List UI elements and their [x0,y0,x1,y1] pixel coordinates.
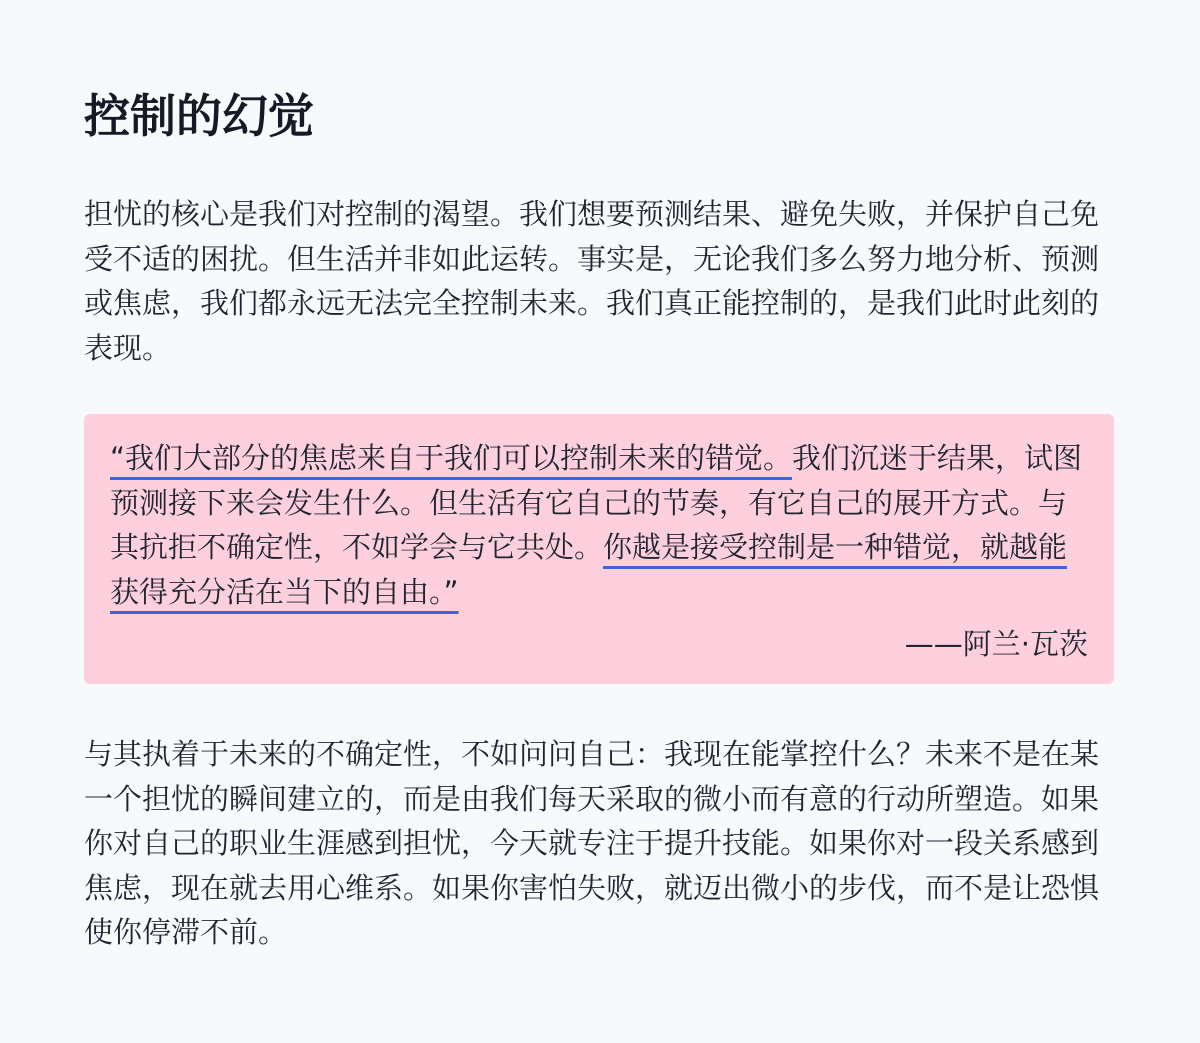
quote-text [110,436,1088,614]
article [84,0,1114,955]
quote-attribution: ——阿兰·瓦茨 [904,627,1088,661]
quote-body: 我们沉迷于结果，试图预测接下来会发生什么。但生活有它自己的节奏，有它自己的展开方式。与其抗拒不确定性，不如学会与它共处。 [110,441,1083,564]
page-title: 控制的幻觉 [84,89,314,143]
paragraph-conclusion: 与其执着于未来的不确定性，不如问问自己：我现在能掌控什么？未来不是在某一个担忧的瞬间建立的，而是由我们每天采取的微小而有意的行动所塑造。如果你对自己的职业生涯感到担忧，今天就专注于提升技能。如果你对一段关系感到焦虑，现在就去用心维系。如果你害怕失败，就迈出微小的步伐，而不是让恐惧使你停滞不前。 [84,737,1100,949]
paragraph-intro: 担忧的核心是我们对控制的渴望。我们想要预测结果、避免失败，并保护自己免受不适的困扰。但生活并非如此运转。事实是，无论我们多么努力地分析、预测或焦虑，我们都永远无法完全控制未来。我们真正能控制的，是我们此时此刻的表现。 [84,197,1100,365]
quote-highlight-1: “我们大部分的焦虑来自于我们可以控制未来的错觉。 [110,441,793,475]
quote-block [84,414,1114,684]
quote-highlight-2: 你越是接受控制是一种错觉，就越能获得充分活在当下的自由。” [110,530,1068,609]
